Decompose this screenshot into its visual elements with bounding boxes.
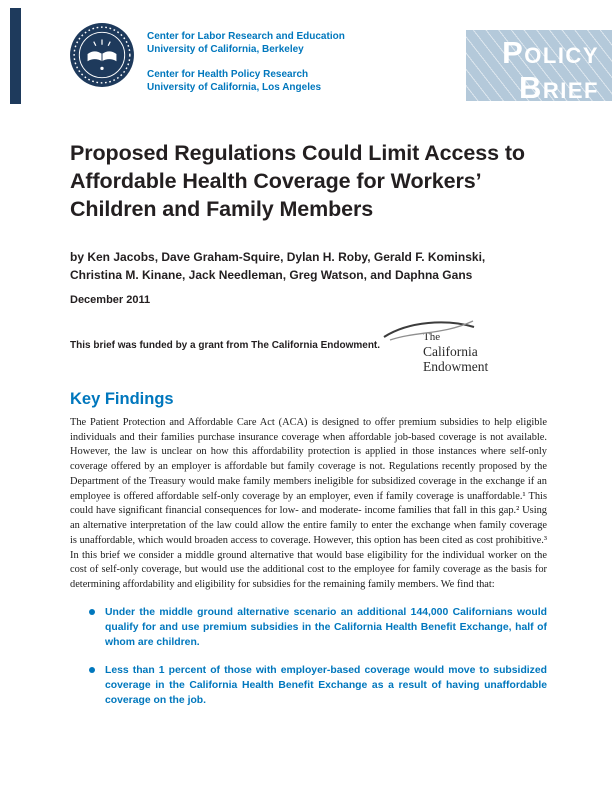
byline: by Ken Jacobs, Dave Graham-Squire, Dylan H. Roby, Gerald F. Kominski, Christina M. Kinane, Jack Needleman, Greg Watson, and Daphna Gans [70, 249, 486, 282]
endowment-line-the: The [423, 330, 441, 343]
org-name: Center for Labor Research and Education [147, 31, 345, 42]
page-title: Proposed Regulations Could Limit Access to Affordable Health Coverage for Workers’ Children and Family Members [70, 141, 525, 221]
key-findings-list [70, 605, 547, 708]
key-findings-body: The Patient Protection and Affordable Care Act (ACA) is designed to offer premium subsidies to help eligible individuals and their families purchase insurance coverage when affordable job-based coverage is not available. However, the law is unclear on how this affordability protection is applied in those instances where self-only coverage offered by an employer is affordable but family coverage is not. Regulations recently proposed by the Department of the Treasury would make family members ineligible for subsidized coverage in the exchange if an employee is offered affordable self-only coverage by an employer, even if family coverage is unaffordable.¹ This could have significant financial consequences for low- and moderate- income families that fall in this gap.² Using an alternative interpretation of the law could allow the entire family to enter the exchange when family coverage is unaffordable, which would broaden access to coverage. However, this option has been cited as cost prohibitive.³ In this brief we consider a middle ground alternative that would base eligibility for the individual worker on the cost of self-only coverage, but would use the additional cost to the employee for family coverage as the basis for determining affordability and eligibility for subsidies for the remaining family members. We find that: [70, 416, 547, 591]
publication-date: December 2011 [70, 293, 151, 306]
org-university: University of California, Los Angeles [147, 82, 322, 94]
funding-note: This brief was funded by a grant from The California Endowment. [70, 339, 381, 351]
bullet-icon [89, 609, 95, 615]
policy-brief-banner [466, 30, 612, 105]
key-finding-item [105, 663, 547, 709]
corner-accent-bar [10, 8, 21, 104]
uc-seal-icon [69, 22, 135, 88]
main-content [70, 140, 547, 720]
california-endowment-logo [423, 322, 547, 378]
endowment-line-endowment: Endowment [423, 358, 489, 374]
key-finding-text: Under the middle ground alternative scenario an additional 144,000 Californians would qualify for and use premium subsidies in the California Health Benefit Exchange, half of whom are children. [105, 607, 547, 649]
header-organizations [147, 30, 345, 95]
org-name: Center for Health Policy Research [147, 68, 309, 80]
org-labor-research [147, 30, 345, 57]
banner-word-brief: BRIEF [518, 69, 599, 105]
key-finding-item [105, 605, 547, 651]
key-findings-heading: Key Findings [70, 389, 174, 408]
banner-word-policy: POLICY [502, 35, 599, 70]
org-university: University of California, Berkeley [147, 44, 304, 56]
key-finding-text: Less than 1 percent of those with employer-based coverage would move to subsidized coverage in the California Health Benefit Exchange as a result of having unaffordable coverage on the job. [105, 664, 547, 706]
bullet-icon [89, 667, 95, 673]
funding-row [70, 322, 547, 378]
endowment-line-california: California [423, 343, 478, 359]
org-health-policy [147, 68, 345, 95]
endowment-swoosh-icon [381, 318, 477, 347]
